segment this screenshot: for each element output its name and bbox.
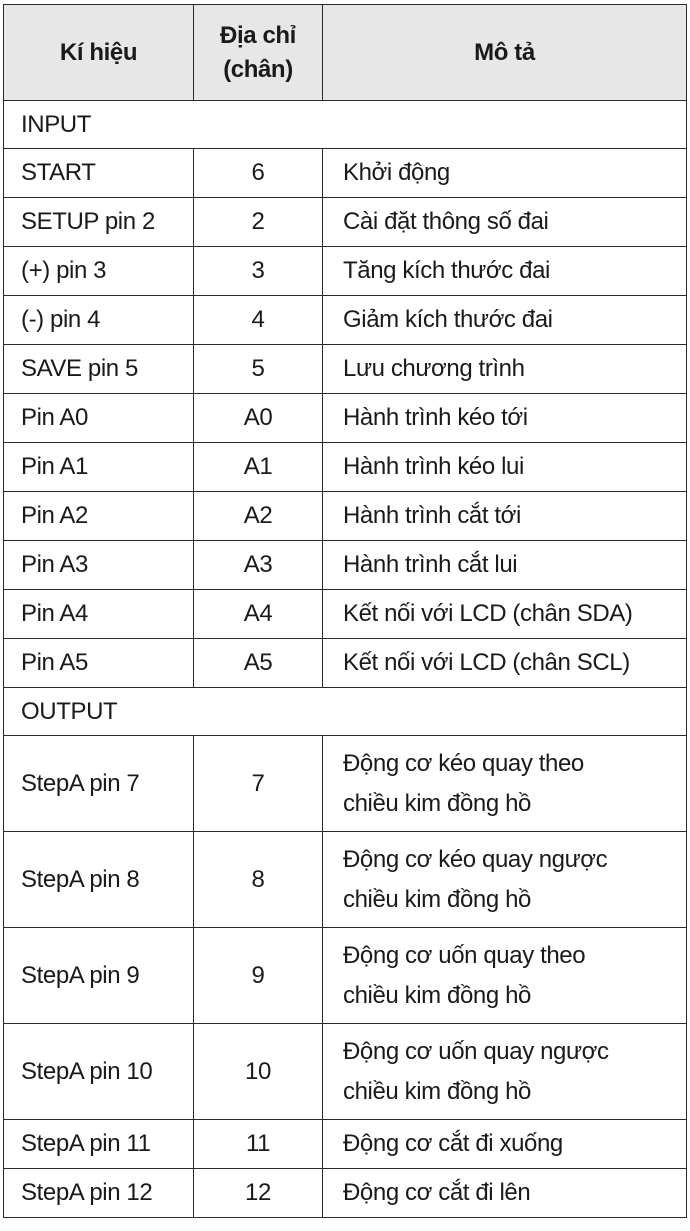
description-line: chiều kim đồng hồ	[343, 981, 531, 1009]
pin-mapping-table	[3, 4, 687, 1218]
symbol-cell: StepA pin 8	[4, 832, 194, 928]
description-line: Động cơ uốn quay theo	[343, 941, 586, 969]
description-cell: Hành trình cắt tới	[323, 492, 687, 541]
address-cell: 5	[194, 345, 323, 394]
description-cell: Hành trình kéo tới	[323, 394, 687, 443]
description-line: Động cơ cắt đi xuống	[343, 1130, 563, 1157]
table-header-row	[4, 5, 687, 101]
section-row-output	[4, 688, 687, 736]
table-row	[4, 247, 687, 296]
table-row	[4, 541, 687, 590]
table-row	[4, 1120, 687, 1169]
header-address-line1: Địa chỉ	[220, 21, 296, 49]
table-row	[4, 590, 687, 639]
address-cell: 4	[194, 296, 323, 345]
description-cell: Hành trình kéo lui	[323, 443, 687, 492]
description-line: Động cơ kéo quay theo	[343, 749, 584, 777]
description-cell	[323, 928, 687, 1024]
table-row	[4, 928, 687, 1024]
table-row	[4, 149, 687, 198]
symbol-cell: Pin A1	[4, 443, 194, 492]
table-row	[4, 492, 687, 541]
description-cell: Cài đặt thông số đai	[323, 198, 687, 247]
table-row	[4, 198, 687, 247]
section-label-output: OUTPUT	[4, 688, 687, 736]
header-address	[194, 5, 323, 101]
description-cell	[323, 1024, 687, 1120]
table-row	[4, 345, 687, 394]
header-description: Mô tả	[323, 5, 687, 101]
description-line: chiều kim đồng hồ	[343, 1077, 531, 1105]
description-cell: Tăng kích thước đai	[323, 247, 687, 296]
symbol-cell: StepA pin 7	[4, 736, 194, 832]
address-cell: A5	[194, 639, 323, 688]
section-label-input: INPUT	[4, 101, 687, 149]
description-cell	[323, 1120, 687, 1169]
address-cell: A1	[194, 443, 323, 492]
symbol-cell: SETUP pin 2	[4, 198, 194, 247]
description-cell: Hành trình cắt lui	[323, 541, 687, 590]
table-row	[4, 443, 687, 492]
table-row	[4, 736, 687, 832]
address-cell: A0	[194, 394, 323, 443]
address-cell: 9	[194, 928, 323, 1024]
symbol-cell: Pin A5	[4, 639, 194, 688]
address-cell: 10	[194, 1024, 323, 1120]
description-cell	[323, 832, 687, 928]
symbol-cell: StepA pin 12	[4, 1169, 194, 1218]
table-row	[4, 832, 687, 928]
table-row	[4, 394, 687, 443]
address-cell: A4	[194, 590, 323, 639]
description-cell	[323, 1169, 687, 1218]
symbol-cell: Pin A2	[4, 492, 194, 541]
address-cell: 8	[194, 832, 323, 928]
table-row	[4, 1024, 687, 1120]
symbol-cell: StepA pin 9	[4, 928, 194, 1024]
description-line: chiều kim đồng hồ	[343, 885, 531, 913]
table-row	[4, 1169, 687, 1218]
description-cell: Giảm kích thước đai	[323, 296, 687, 345]
address-cell: 2	[194, 198, 323, 247]
address-cell: 12	[194, 1169, 323, 1218]
symbol-cell: (-) pin 4	[4, 296, 194, 345]
address-cell: 11	[194, 1120, 323, 1169]
description-cell: Lưu chương trình	[323, 345, 687, 394]
description-cell	[323, 736, 687, 832]
description-line: chiều kim đồng hồ	[343, 789, 531, 817]
description-line: Động cơ kéo quay ngược	[343, 845, 608, 873]
description-line: Động cơ cắt đi lên	[343, 1179, 531, 1206]
description-cell: Kết nối với LCD (chân SCL)	[323, 639, 687, 688]
description-line: Động cơ uốn quay ngược	[343, 1037, 609, 1065]
symbol-cell: StepA pin 11	[4, 1120, 194, 1169]
description-cell: Khởi động	[323, 149, 687, 198]
section-row-input	[4, 101, 687, 149]
description-cell: Kết nối với LCD (chân SDA)	[323, 590, 687, 639]
address-cell: A2	[194, 492, 323, 541]
symbol-cell: StepA pin 10	[4, 1024, 194, 1120]
symbol-cell: SAVE pin 5	[4, 345, 194, 394]
address-cell: 6	[194, 149, 323, 198]
address-cell: 3	[194, 247, 323, 296]
table-body	[4, 101, 687, 1218]
address-cell: 7	[194, 736, 323, 832]
symbol-cell: Pin A0	[4, 394, 194, 443]
header-symbol: Kí hiệu	[4, 5, 194, 101]
symbol-cell: START	[4, 149, 194, 198]
symbol-cell: Pin A3	[4, 541, 194, 590]
symbol-cell: (+) pin 3	[4, 247, 194, 296]
table-row	[4, 639, 687, 688]
address-cell: A3	[194, 541, 323, 590]
table-row	[4, 296, 687, 345]
header-address-line2: (chân)	[223, 55, 293, 83]
symbol-cell: Pin A4	[4, 590, 194, 639]
